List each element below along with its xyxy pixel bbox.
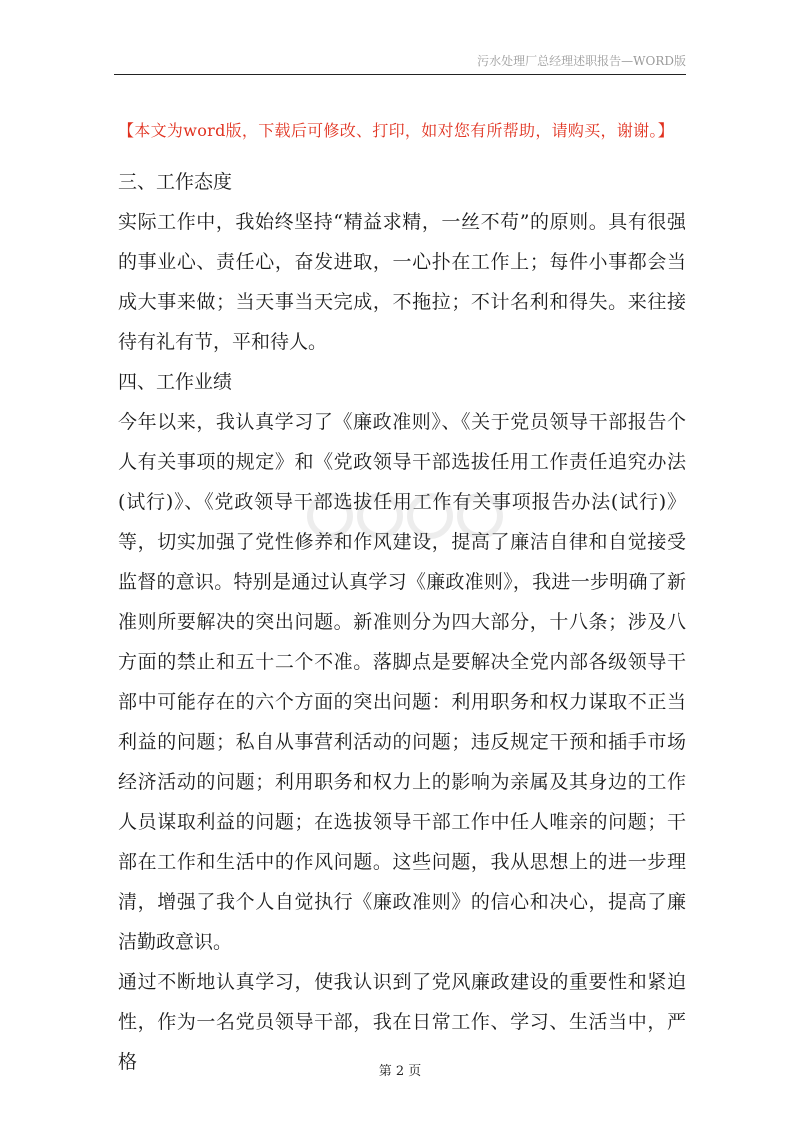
page-header: 污水处理厂总经理述职报告—WORD版 <box>477 54 686 68</box>
download-notice: 【本文为word版，下载后可修改、打印，如对您有所帮助，请购买，谢谢。】 <box>118 121 675 140</box>
paragraph-continuation: 通过不断地认真学习，使我认识到了党风廉政建设的重要性和紧迫性，作为一名党员领导干部，我在日常工作、学习、生活当中，严格 <box>118 971 686 1073</box>
section-heading-performance: 四、工作业绩 <box>118 371 233 393</box>
paragraph-attitude: 实际工作中，我始终坚持“精益求精，一丝不苟”的原则。具有很强的事业心、责任心，奋发进取，一心扑在工作上；每件小事都会当成大事来做；当天事当天完成，不拖拉；不计名利和得失。来往接待有礼有节，平和待人。 <box>118 211 686 353</box>
header-divider <box>114 74 686 75</box>
paragraph-performance: 今年以来，我认真学习了《廉政准则》、《关于党员领导干部报告个人有关事项的规定》和《党政领导干部选拔任用工作责任追究办法(试行)》、《党政领导干部选拔任用工作有关事项报告办法(试行)》等，切实加强了党性修养和作风建设，提高了廉洁自律和自觉接受监督的意识。特别是通过认真学习《廉政准则》，我进一步明确了新准则所要解决的突出问题。新准则分为四大部分，十八条；涉及八方面的禁止和五十二个不准。落脚点是要解决全党内部各级领导干部中可能存在的六个方面的突出问题：利用职务和权力谋取不正当利益的问题；私自从事营利活动的问题；违反规定干预和插手市场经济活动的问题；利用职务和权力上的影响为亲属及其身边的工作人员谋取利益的问题；在选拔领导干部工作中任人唯亲的问题；干部在工作和生活中的作风问题。这些问题，我从思想上的进一步理清，增强了我个人自觉执行《廉政准则》的信心和决心，提高了廉洁勤政意识。 <box>118 411 686 953</box>
section-heading-attitude: 三、工作态度 <box>118 171 233 193</box>
page-number: 第 2 页 <box>378 1064 422 1079</box>
document-body <box>118 162 686 1082</box>
